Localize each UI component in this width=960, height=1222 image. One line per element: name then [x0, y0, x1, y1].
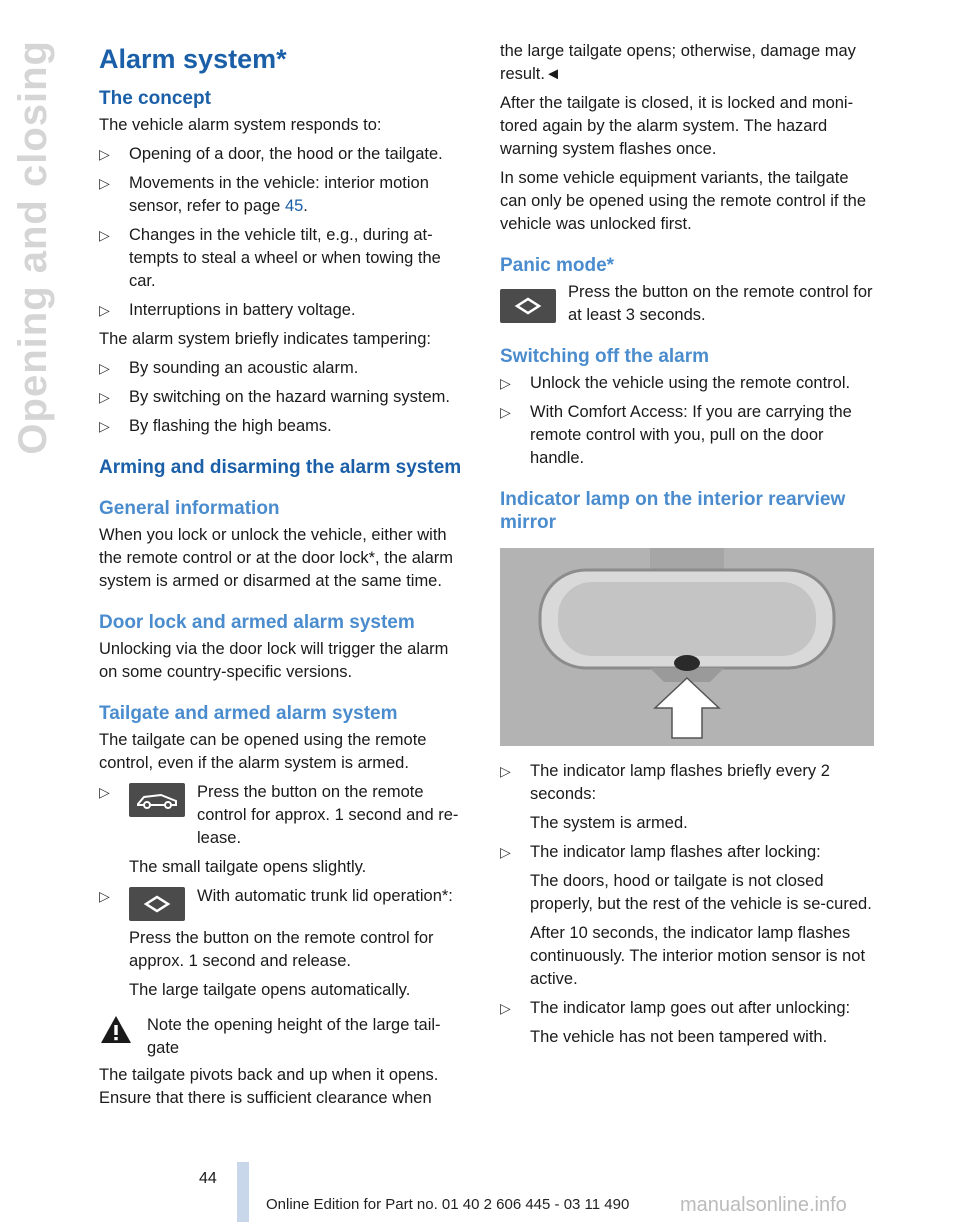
continued-text: the large tailgate opens; otherwise, damage may result.◄: [500, 42, 856, 83]
indicator-heading: Indicator lamp on the interior rearview mirror: [500, 489, 846, 533]
triangle-bullet-icon: ▷: [500, 844, 511, 860]
responds-list: [99, 143, 471, 322]
triangle-bullet-icon: ▷: [99, 389, 110, 405]
warning-triangle-icon: [99, 1014, 133, 1046]
panic-icon: [500, 289, 556, 323]
list-item: ▷ With Comfort Access: If you are carrying the remote control with you, pull on the door handle.: [500, 403, 852, 467]
right-column: [500, 40, 874, 1055]
tailgate-text: The tailgate can be opened using the remote control, even if the alarm system is armed.: [99, 731, 427, 772]
side-tab-label: Opening and closing: [10, 40, 55, 455]
list-item: ▷ The indicator lamp flashes after locking: The doors, hood or tailgate is not closed properly, but the rest of the vehicle is se-cured. After 10 seconds, the indicator lamp flashes continuously. The interior motion sensor is not active.: [500, 843, 872, 988]
triangle-bullet-icon: ▷: [99, 146, 110, 162]
doorlock-text: Unlocking via the door lock will trigger the alarm on some country-specific versions.: [99, 640, 449, 681]
list-item: ▷ The indicator lamp goes out after unlocking: The vehicle has not been tampered with.: [500, 999, 851, 1046]
list-item: ▷ Interruptions in battery voltage.: [99, 299, 471, 322]
switchoff-list: [500, 372, 874, 470]
indicator-list: [500, 760, 874, 1049]
indicates-list: [99, 357, 471, 438]
switchoff-heading: Switching off the alarm: [500, 346, 710, 367]
concept-heading: The concept: [99, 88, 211, 109]
list-item: ▷ Unlock the vehicle using the remote control.: [500, 372, 874, 395]
list-item: ▷ With automatic trunk lid operation*: Press the button on the remote control for approx. 1 second and release. The large tailgate opens automatically.: [99, 887, 453, 999]
tailgate-heading: Tailgate and armed alarm system: [99, 703, 398, 724]
side-tab: [4, 40, 62, 600]
triangle-bullet-icon: ▷: [99, 360, 110, 376]
triangle-bullet-icon: ▷: [99, 784, 110, 800]
doorlock-heading: Door lock and armed alarm system: [99, 612, 415, 633]
closed-text: After the tailgate is closed, it is locked and moni-tored again by the alarm system. The hazard warning system flashes once.: [500, 94, 854, 158]
edition-text: Online Edition for Part no. 01 40 2 606 445 - 03 11 490: [266, 1196, 630, 1213]
list-item: ▷ The indicator lamp flashes briefly every 2 seconds: The system is armed.: [500, 762, 830, 832]
arming-heading: Arming and disarming the alarm system: [99, 457, 462, 478]
triangle-bullet-icon: ▷: [500, 763, 511, 779]
footer-bar: [237, 1162, 249, 1222]
car-tailgate-icon: [129, 783, 185, 817]
page-link[interactable]: 45: [284, 197, 304, 215]
list-item: ▷ By sounding an acoustic alarm.: [99, 357, 471, 380]
general-heading: General information: [99, 498, 280, 519]
trunk-open-icon: [129, 887, 185, 921]
triangle-bullet-icon: ▷: [99, 302, 110, 318]
tail-text: The tailgate pivots back and up when it opens. Ensure that there is sufficient clearance when: [99, 1066, 439, 1107]
list-item: ▷ Changes in the vehicle tilt, e.g., during at-tempts to steal a wheel or when towing the car.: [99, 226, 441, 290]
page-title: Alarm system*: [99, 44, 287, 74]
panic-row: [500, 281, 874, 327]
triangle-bullet-icon: ▷: [500, 404, 511, 420]
triangle-bullet-icon: ▷: [99, 418, 110, 434]
list-item: ▷ By flashing the high beams.: [99, 415, 471, 438]
panic-heading: Panic mode*: [500, 255, 615, 276]
variants-text: In some vehicle equipment variants, the tailgate can only be opened using the remote control if the vehicle was unlocked first.: [500, 169, 866, 233]
watermark: manualsonline.info: [680, 1194, 847, 1216]
left-column: [99, 40, 471, 1116]
triangle-bullet-icon: ▷: [99, 227, 110, 243]
panic-text: Press the button on the remote control for at least 3 seconds.: [568, 283, 873, 324]
tailgate-list: [99, 781, 471, 1002]
list-item: ▷ Movements in the vehicle: interior motion sensor, refer to page 45.: [99, 174, 429, 215]
list-item: ▷ Press the button on the remote control for approx. 1 second and re-lease. The small tailgate opens slightly.: [99, 783, 459, 876]
list-item: ▷ By switching on the hazard warning system.: [99, 386, 471, 409]
triangle-bullet-icon: ▷: [99, 175, 110, 191]
triangle-bullet-icon: ▷: [500, 375, 511, 391]
concept-intro: The vehicle alarm system responds to:: [99, 116, 382, 134]
general-text: When you lock or unlock the vehicle, either with the remote control or at the door lock*, the alarm system is armed or disarmed at the same time.: [99, 526, 454, 590]
triangle-bullet-icon: ▷: [99, 888, 110, 904]
page-number: 44: [199, 1170, 217, 1187]
warning-note: [99, 1014, 471, 1060]
triangle-bullet-icon: ▷: [500, 1000, 511, 1016]
rearview-mirror-image: [500, 548, 874, 746]
indicates-intro: The alarm system briefly indicates tampering:: [99, 330, 431, 348]
warning-text: Note the opening height of the large tail-gate: [147, 1016, 441, 1057]
list-item: ▷ Opening of a door, the hood or the tailgate.: [99, 143, 471, 166]
